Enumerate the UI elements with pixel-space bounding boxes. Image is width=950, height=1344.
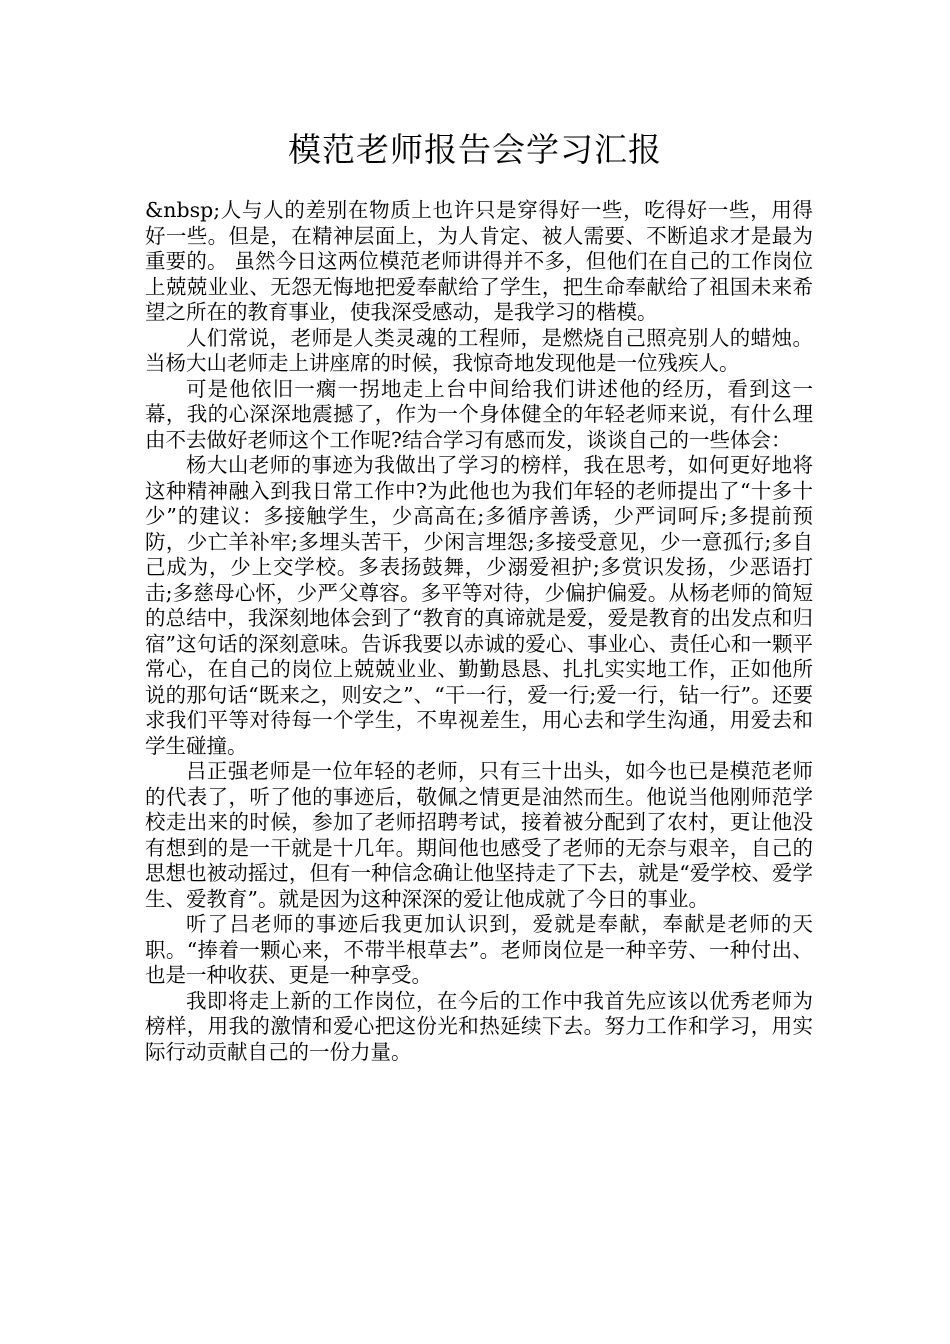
paragraph-teacher-metaphor: 人们常说，老师是人类灵魂的工程师，是燃烧自己照亮别人的蜡烛。当杨大山老师走上讲座席的时候，我惊奇地发现他是一位残疾人。 (145, 325, 813, 375)
paragraph-intro: &nbsp;人与人的差别在物质上也许只是穿得好一些，吃得好一些，用得好一些。但是，在精神层面上，为人肯定、被人需要、不断追求才是最为重要的。 虽然今日这两位模范老师讲得并不多，但他们在自己的工作岗位上兢兢业业、无怨无悔地把爱奉献给了学生，把生命奉献给了祖国未来希望之所在的教育事业，使我深受感动，是我学习的楷模。 (145, 198, 813, 324)
paragraph-conclusion: 我即将走上新的工作岗位，在今后的工作中我首先应该以优秀老师为榜样，用我的激情和爱心把这份光和热延续下去。努力工作和学习，用实际行动贡献自己的一份力量。 (145, 988, 813, 1064)
paragraph-reflection: 可是他依旧一瘸一拐地走上台中间给我们讲述他的经历，看到这一幕，我的心深深地震撼了，作为一个身体健全的年轻老师来说，有什么理由不去做好老师这个工作呢?结合学习有感而发，谈谈自己的一些体会： (145, 376, 813, 452)
paragraph-dedication: 听了吕老师的事迹后我更加认识到，爱就是奉献，奉献是老师的天职。“捧着一颗心来，不带半根草去”。老师岗位是一种辛劳、一种付出、也是一种收获、更是一种享受。 (145, 912, 813, 987)
document-body (145, 198, 813, 1065)
document-title: 模范老师报告会学习汇报 (288, 130, 662, 169)
paragraph-lv-zhengqiang: 吕正强老师是一位年轻的老师，只有三十出头，如今也已是模范老师的代表了，听了他的事迹后，敬佩之情更是油然而生。他说当他刚师范学校走出来的时候，参加了老师招聘考试，接着被分配到了农村，更让他没有想到的是一干就是十几年。期间他也感受了老师的无奈与艰辛，自己的思想也被动摇过，但有一种信念确让他坚持走了下去，就是“爱学校、爱学生、爱教育”。就是因为这种深深的爱让他成就了今日的事业。 (145, 759, 813, 911)
paragraph-yang-dashan: 杨大山老师的事迹为我做出了学习的榜样，我在思考，如何更好地将这种精神融入到我日常工作中?为此他也为我们年轻的老师提出了“十多十少”的建议：多接触学生，少高高在;多循序善诱，少严词呵斥;多提前预防，少亡羊补牢;多埋头苦干，少闲言埋怨;多接受意见，少一意孤行;多自己成为，少上交学校。多表扬鼓舞，少溺爱袒护;多赏识发扬，少恶语打击;多慈母心怀，少严父尊容。多平等对待，少偏护偏爱。从杨老师的简短的总结中，我深刻地体会到了“教育的真谛就是爱，爱是教育的出发点和归宿”这句话的深刻意味。告诉我要以赤诚的爱心、事业心、责任心和一颗平常心，在自己的岗位上兢兢业业、勤勤恳恳、扎扎实实地工作，正如他所说的那句话“既来之，则安之”、“干一行，爱一行;爱一行，钻一行”。还要求我们平等对待每一个学生，不卑视差生，用心去和学生沟通，用爱去和学生碰撞。 (145, 453, 813, 758)
